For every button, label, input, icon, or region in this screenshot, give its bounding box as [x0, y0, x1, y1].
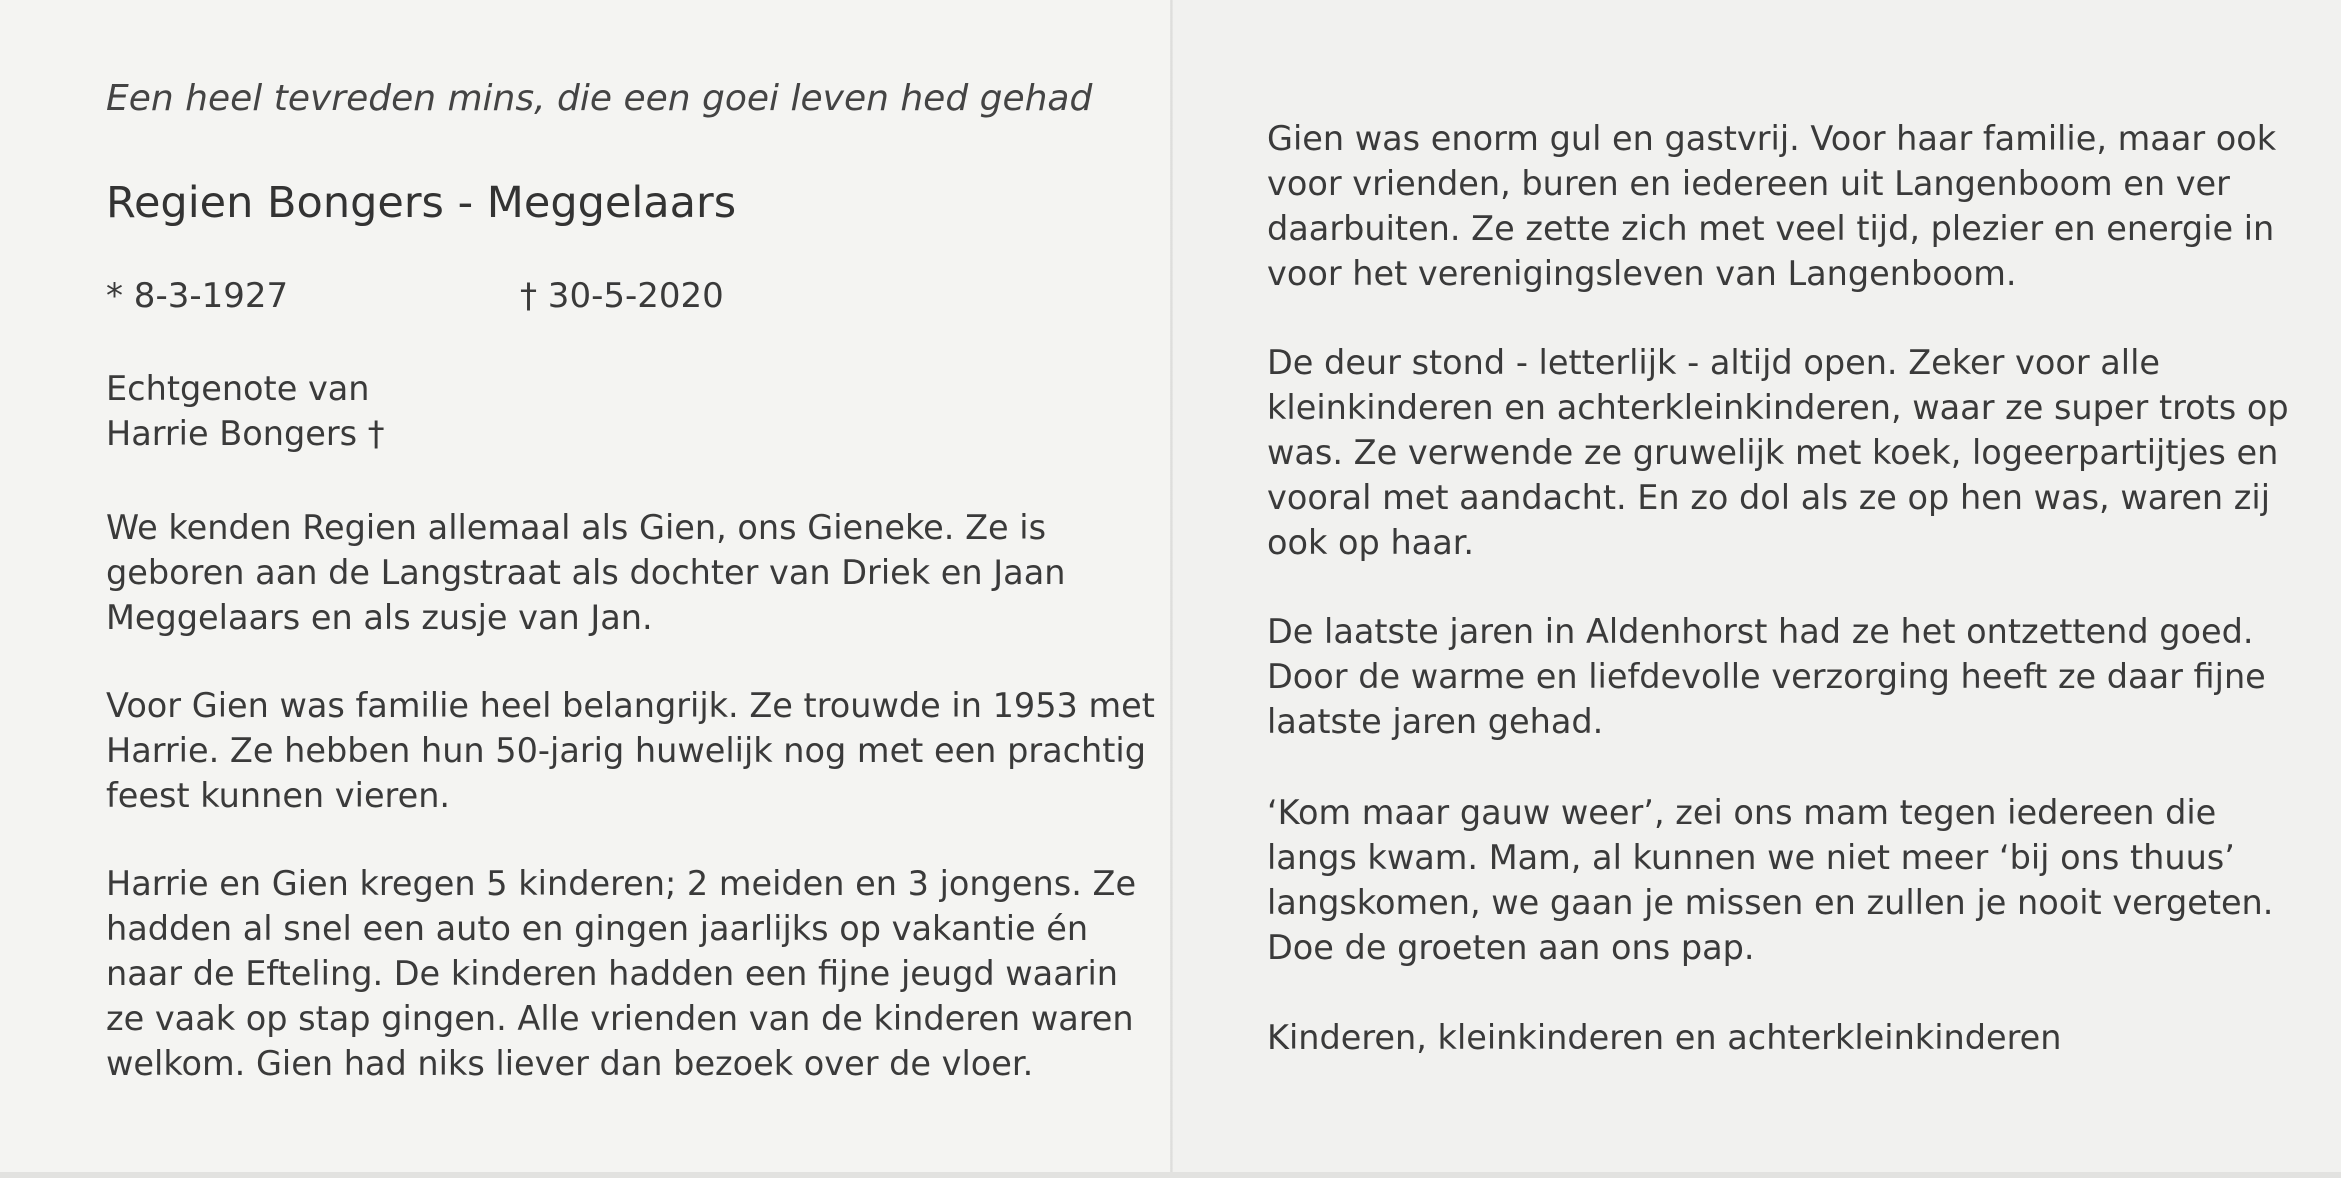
text-line: ze vaak op stap gingen. Alle vrienden van de kinderen waren	[106, 999, 1134, 1038]
birth-date: * 8-3-1927	[106, 276, 289, 316]
text-line: laatste jaren gehad.	[1267, 702, 1604, 741]
text-line: ‘Kom maar gauw weer’, zei ons mam tegen iedereen die	[1267, 793, 2217, 832]
text-line: vooral met aandacht. En zo dol als ze op hen was, waren zij	[1267, 478, 2271, 517]
text-line: Harrie en Gien kregen 5 kinderen; 2 meiden en 3 jongens. Ze	[106, 864, 1137, 903]
text-line: voor vrienden, buren en iedereen uit Langenboom en ver	[1267, 164, 2230, 203]
text-line: was. Ze verwende ze gruwelijk met koek, logeerpartijtjes en	[1267, 433, 2279, 472]
card-bottom-edge	[0, 1172, 2341, 1178]
text-line: De laatste jaren in Aldenhorst had ze het ontzettend goed.	[1267, 612, 2254, 651]
text-line: hadden al snel een auto en gingen jaarlijks op vakantie én	[106, 909, 1089, 948]
text-line: naar de Efteling. De kinderen hadden een fijne jeugd waarin	[106, 954, 1119, 993]
paragraph	[106, 505, 1065, 640]
text-line: Gien was enorm gul en gastvrij. Voor haar familie, maar ook	[1267, 119, 2277, 158]
paragraph	[1267, 340, 2289, 565]
text-line: Harrie. Ze hebben hun 50-jarig huwelijk nog met een prachtig	[106, 731, 1146, 770]
text-line: Echtgenote van	[106, 369, 370, 408]
text-line: voor het verenigingsleven van Langenboom.	[1267, 254, 2017, 293]
paragraph	[106, 683, 1155, 818]
text-line: kleinkinderen en achterkleinkinderen, waar ze super trots op	[1267, 388, 2289, 427]
text-line: Doe de groeten aan ons pap.	[1267, 928, 1755, 967]
text-line: feest kunnen vieren.	[106, 776, 451, 815]
paragraph	[1267, 609, 2266, 744]
text-line: Kinderen, kleinkinderen en achterkleinkinderen	[1267, 1018, 2062, 1057]
card-fold	[1170, 0, 1173, 1178]
signature-line	[1267, 1015, 2062, 1060]
text-line: langskomen, we gaan je missen en zullen je nooit vergeten.	[1267, 883, 2274, 922]
text-line: Voor Gien was familie heel belangrijk. Ze trouwde in 1953 met	[106, 686, 1155, 725]
paragraph	[1267, 790, 2273, 970]
text-line: Harrie Bongers †	[106, 414, 385, 453]
text-line: Meggelaars en als zusje van Jan.	[106, 598, 653, 637]
text-line: daarbuiten. Ze zette zich met veel tijd, plezier en energie in	[1267, 209, 2275, 248]
text-line: De deur stond - letterlijk - altijd open. Zeker voor alle	[1267, 343, 2161, 382]
text-line: We kenden Regien allemaal als Gien, ons Gieneke. Ze is	[106, 508, 1047, 547]
text-line: ook op haar.	[1267, 523, 1475, 562]
text-line: welkom. Gien had niks liever dan bezoek over de vloer.	[106, 1044, 1034, 1083]
motto: Een heel tevreden mins, die een goei leven hed gehad	[106, 78, 1093, 119]
spouse-block	[106, 366, 384, 456]
text-line: langs kwam. Mam, al kunnen we niet meer ‘bij ons thuus’	[1267, 838, 2235, 877]
text-line: geboren aan de Langstraat als dochter van Driek en Jaan	[106, 553, 1066, 592]
death-date: † 30-5-2020	[520, 276, 724, 316]
paragraph	[106, 861, 1136, 1086]
text-line: Door de warme en liefdevolle verzorging heeft ze daar fijne	[1267, 657, 2266, 696]
deceased-name: Regien Bongers - Meggelaars	[106, 178, 737, 228]
paragraph	[1267, 116, 2276, 296]
